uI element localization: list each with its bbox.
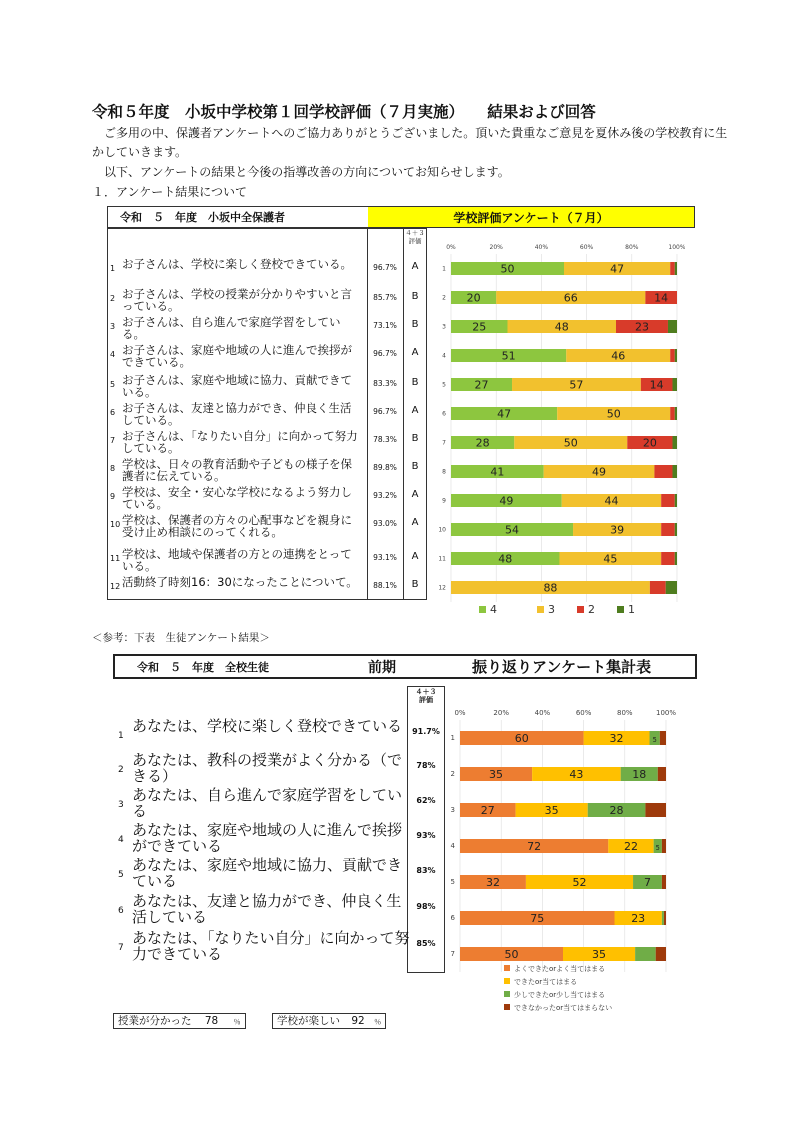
bar-segment [658, 767, 666, 781]
question-text: お子さんは、家庭や地域の人に進んで挨拶ができている。 [122, 343, 352, 369]
category-label: 12 [438, 584, 446, 592]
summary-fun [272, 1013, 386, 1029]
category-label: 1 [442, 265, 446, 273]
question-text: 学校は、地域や保護者の方との連携をとっている。 [122, 547, 352, 573]
data-label: 47 [497, 407, 512, 421]
question-score: 88.1% [373, 581, 397, 590]
x-tick-label: 0% [454, 709, 466, 717]
bar-segment [662, 875, 666, 889]
question-number: 1 [110, 264, 116, 273]
survey2-header-right: 振り返りアンケート集計表 [472, 658, 652, 676]
x-tick-label: 100% [655, 709, 677, 717]
bar-segment [661, 552, 675, 565]
question-grade: A [411, 489, 419, 500]
category-label: 6 [442, 410, 446, 418]
bar-segment [670, 349, 675, 362]
question-text: あなたは、家庭や地域の人に進んで挨拶ができている [132, 821, 403, 855]
question-number: 2 [118, 765, 124, 775]
summary-fun-value: 92 [351, 1015, 365, 1027]
survey2-header-mid: 前期 [368, 659, 396, 676]
x-tick-label: 60% [575, 709, 592, 717]
data-label: 39 [610, 523, 625, 537]
data-label: 14 [654, 291, 669, 305]
survey2-chart [444, 706, 684, 1016]
question-text: あなたは、教科の授業がよく分かる（できる） [132, 751, 403, 785]
question-score: 96.7% [373, 349, 397, 358]
data-label: 50 [500, 262, 515, 276]
question-text: あなたは、学校に楽しく登校できている [132, 717, 403, 735]
bar-segment [675, 262, 677, 275]
question-number: 12 [110, 582, 121, 591]
survey2-col-header: ４＋３ 評価 [415, 688, 444, 704]
question-text: 学校は、保護者の方々の心配事などを親身に受け止め相談にのってくれる。 [122, 513, 352, 539]
data-label: 35 [592, 948, 607, 962]
data-label: 20 [466, 291, 481, 305]
question-score: 93.1% [373, 553, 397, 562]
category-label: 7 [450, 950, 455, 958]
category-label: 7 [442, 439, 446, 447]
data-label: 28 [609, 804, 624, 818]
bar-segment [666, 581, 677, 594]
question-text: 活動終了時刻16：30になったことについて。 [122, 575, 358, 589]
category-label: 3 [442, 323, 446, 331]
bar-segment [654, 465, 672, 478]
question-score: 78% [416, 761, 436, 770]
question-number: 6 [118, 906, 124, 916]
question-score: 96.7% [373, 263, 397, 272]
x-tick-label: 0% [446, 244, 456, 251]
question-score: 96.7% [373, 407, 397, 416]
bar-segment [645, 803, 666, 817]
question-grade: A [411, 517, 419, 528]
data-label: 14 [649, 378, 664, 392]
reference-label: ＜参考：下表 生徒アンケート結果＞ [92, 632, 270, 644]
question-text: お子さんは、「なりたい自分」に向かって努力している。 [122, 429, 358, 455]
x-tick-label: 40% [534, 709, 551, 717]
x-tick-label: 20% [489, 244, 503, 251]
question-score: 98% [416, 902, 436, 911]
data-label: 60 [514, 732, 529, 746]
question-number: 2 [110, 294, 116, 303]
legend-swatch [504, 978, 510, 984]
question-grade: A [411, 405, 419, 416]
legend-swatch [504, 1004, 510, 1010]
question-score: 62% [416, 796, 436, 805]
question-score: 93.0% [373, 519, 397, 528]
legend-label: 2 [588, 603, 595, 616]
bar-segment [672, 436, 677, 449]
x-tick-label: 20% [493, 709, 509, 717]
x-tick-label: 80% [625, 244, 639, 251]
legend-swatch [617, 606, 624, 613]
question-grade: A [411, 347, 419, 358]
summary-fun-unit: ％ [374, 1018, 382, 1026]
data-label: 45 [603, 552, 618, 566]
question-text: お子さんは、自ら進んで家庭学習をしている。 [122, 315, 341, 341]
x-tick-label: 60% [579, 244, 594, 251]
bar-segment [662, 911, 664, 925]
question-grade: B [411, 377, 419, 388]
data-label: 72 [527, 840, 542, 854]
data-label: 51 [501, 349, 516, 363]
summary-understood-unit: ％ [233, 1018, 241, 1026]
legend-swatch [504, 991, 510, 997]
legend-label: できなかったor当てはまらない [514, 1004, 613, 1012]
question-number: 3 [118, 800, 124, 810]
question-number: 6 [110, 408, 116, 417]
category-label: 2 [442, 294, 446, 302]
question-number: 4 [110, 350, 116, 359]
question-number: 5 [110, 380, 116, 389]
bar-segment [670, 407, 675, 420]
question-text: 学校は、安全・安心な学校になるよう努力している。 [122, 485, 352, 511]
question-score: 73.1% [373, 321, 397, 330]
data-label: 52 [572, 876, 587, 890]
bar-segment [635, 947, 656, 961]
category-label: 10 [438, 526, 446, 534]
summary-understood-value: 78 [204, 1015, 219, 1027]
question-score: 83.3% [373, 379, 397, 388]
bar-segment [675, 523, 677, 536]
question-score: 78.3% [373, 435, 397, 444]
legend-swatch [479, 606, 486, 613]
legend-label: できたor当てはまる [514, 978, 578, 986]
category-label: 1 [450, 734, 455, 742]
data-label: 27 [480, 804, 495, 818]
data-label: 50 [606, 407, 621, 421]
data-label: 43 [569, 768, 584, 782]
survey1-header [107, 206, 695, 228]
category-label: 4 [450, 842, 455, 850]
question-score: 85.7% [373, 293, 397, 302]
question-text: あなたは、「なりたい自分」に向かって努力できている [132, 929, 410, 963]
category-label: 6 [450, 914, 455, 922]
data-label: 48 [498, 552, 513, 566]
data-label: 18 [632, 768, 647, 782]
data-label: 88 [543, 581, 558, 595]
data-label: 32 [609, 732, 624, 746]
question-number: 11 [110, 554, 121, 563]
question-score: 93% [416, 831, 436, 840]
question-grade: B [411, 319, 419, 330]
question-grade: A [411, 261, 419, 272]
data-label: 44 [604, 494, 619, 508]
x-tick-label: 100% [668, 244, 685, 251]
question-grade: B [411, 579, 419, 590]
section-heading: １．アンケート結果について [92, 185, 248, 199]
data-label: 50 [504, 948, 519, 962]
question-grade: B [411, 461, 419, 472]
bar-segment [662, 839, 666, 853]
survey1-col-header: ４＋３ 評価 [405, 229, 432, 245]
bar-segment [675, 407, 677, 420]
question-score: 91.7% [412, 727, 440, 736]
data-label: 35 [489, 768, 504, 782]
category-label: 3 [450, 806, 455, 814]
x-tick-label: 80% [617, 709, 633, 717]
question-number: 9 [110, 492, 116, 501]
question-number: 7 [118, 943, 124, 953]
category-label: 5 [450, 878, 455, 886]
data-label: 5 [652, 736, 657, 745]
data-label: 66 [563, 291, 578, 305]
page-title: 令和５年度 小坂中学校第１回学校評価（７月実施） 結果および回答 [92, 103, 596, 121]
data-label: 27 [474, 378, 489, 392]
question-text: あなたは、自ら進んで家庭学習をしている [132, 786, 403, 820]
question-score: 89.8% [373, 463, 397, 472]
bar-segment [668, 320, 677, 333]
bar-segment [675, 349, 677, 362]
summary-understood [113, 1013, 246, 1029]
legend-swatch [504, 965, 510, 971]
survey2-header-left: 令和 ５ 年度 全校生徒 [137, 660, 269, 674]
data-label: 22 [623, 840, 638, 854]
survey1-header-left: 令和 ５ 年度 小坂中全保護者 [120, 211, 285, 224]
bar-segment [661, 494, 675, 507]
data-label: 46 [611, 349, 626, 363]
question-text: お子さんは、家庭や地域に協力、貢献できている。 [122, 373, 352, 399]
question-text: 学校は、日々の教育活動や子どもの様子を保護者に伝えている。 [122, 457, 352, 483]
survey2-stacked-bar-chart [444, 706, 684, 1016]
legend-label: 4 [490, 603, 497, 616]
x-tick-label: 40% [534, 244, 549, 251]
data-label: 57 [569, 378, 584, 392]
survey2-header [113, 654, 697, 679]
category-label: 9 [442, 497, 446, 505]
data-label: 49 [499, 494, 514, 508]
data-label: 47 [610, 262, 625, 276]
intro-paragraph-1: ご多用の中、保護者アンケートへのご協力ありがとうございました。頂いた貴重なご意見を夏休み後の学校教育に生かしていきます。 [92, 126, 728, 159]
question-grade: B [411, 433, 419, 444]
bar-segment [672, 465, 677, 478]
survey1-chart [437, 240, 685, 618]
question-text: あなたは、家庭や地域に協力、貢献できている [132, 856, 403, 890]
bar-segment [675, 552, 677, 565]
legend-swatch [537, 606, 544, 613]
legend-label: 少しできたor少し当てはまる [514, 991, 606, 999]
category-label: 5 [442, 381, 446, 389]
data-label: 7 [643, 876, 651, 890]
question-number: 10 [110, 520, 121, 529]
question-text: お子さんは、学校の授業が分かりやすいと言っている。 [122, 287, 352, 313]
data-label: 54 [505, 523, 520, 537]
intro-paragraph-2: 以下、アンケートの結果と今後の指導改善の方向についてお知らせします。 [104, 165, 510, 179]
question-text: お子さんは、学校に楽しく登校できている。 [122, 257, 352, 271]
question-grade: A [411, 551, 419, 562]
category-label: 4 [442, 352, 446, 360]
bar-segment [672, 378, 677, 391]
question-number: 7 [110, 436, 116, 445]
legend-label: 3 [548, 603, 555, 616]
data-label: 48 [554, 320, 569, 334]
bar-segment [664, 911, 666, 925]
question-grade: B [411, 291, 419, 302]
bar-segment [670, 262, 675, 275]
data-label: 23 [634, 320, 649, 334]
bar-segment [650, 581, 666, 594]
data-label: 75 [530, 912, 545, 926]
survey1-stacked-bar-chart [437, 240, 685, 618]
data-label: 50 [563, 436, 578, 450]
category-label: 8 [442, 468, 446, 476]
question-score: 83% [416, 866, 436, 875]
data-label: 23 [631, 912, 646, 926]
question-score: 85% [416, 939, 436, 948]
data-label: 49 [592, 465, 607, 479]
question-text: お子さんは、友達と協力ができ、仲良く生活している。 [122, 401, 352, 427]
legend-label: 1 [628, 603, 635, 616]
question-score: 93.2% [373, 491, 397, 500]
question-number: 5 [118, 870, 124, 880]
category-label: 2 [450, 770, 455, 778]
question-number: 8 [110, 464, 116, 473]
question-text: あなたは、友達と協力ができ、仲良く生活している [132, 892, 402, 926]
question-number: 4 [118, 835, 124, 845]
survey1-header-right: 学校評価アンケート（７月） [368, 207, 694, 227]
data-label: 35 [544, 804, 559, 818]
bar-segment [675, 494, 677, 507]
data-label: 20 [642, 436, 657, 450]
bar-segment [661, 523, 675, 536]
bar-segment [660, 731, 666, 745]
bar-segment [656, 947, 666, 961]
data-label: 41 [490, 465, 505, 479]
legend-swatch [577, 606, 584, 613]
category-label: 11 [438, 555, 446, 563]
summary-understood-label: 授業が分かった [118, 1015, 192, 1027]
summary-fun-label: 学校が楽しい [277, 1015, 340, 1027]
data-label: 28 [475, 436, 490, 450]
data-label: 25 [472, 320, 487, 334]
question-number: 1 [118, 731, 124, 741]
data-label: 32 [485, 876, 500, 890]
data-label: 5 [655, 844, 660, 853]
question-number: 3 [110, 322, 116, 331]
legend-label: よくできたorよく当てはまる [514, 965, 606, 973]
